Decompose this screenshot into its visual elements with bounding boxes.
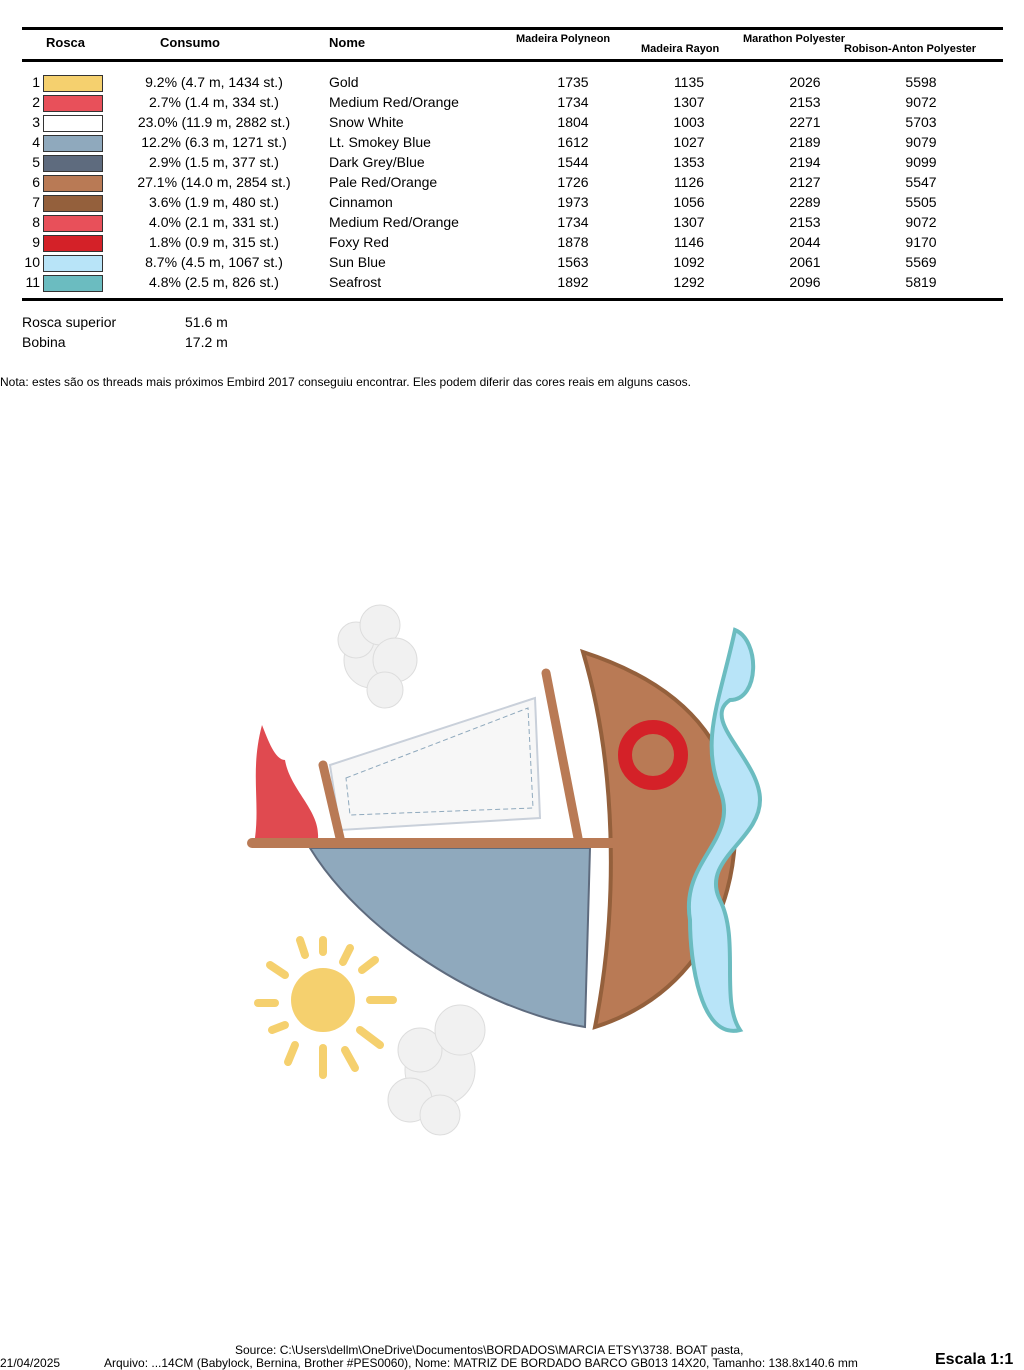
col-header-nome: Nome [329, 35, 366, 50]
table-row [0, 234, 1024, 254]
thread-consumption: 12.2% (6.3 m, 1271 st.) [141, 134, 287, 150]
thread-code: 9072 [905, 94, 937, 110]
color-swatch [43, 135, 103, 152]
table-row [0, 194, 1024, 214]
thread-code: 2189 [789, 134, 821, 150]
thread-consumption: 2.7% (1.4 m, 334 st.) [149, 94, 279, 110]
thread-name: Sun Blue [329, 254, 386, 270]
total-bobbin-value: 17.2 m [185, 334, 228, 350]
color-swatch [43, 115, 103, 132]
cloud-bottom [388, 1005, 485, 1135]
thread-code: 2026 [789, 74, 821, 90]
color-swatch [43, 75, 103, 92]
thread-code: 1056 [673, 194, 705, 210]
col-header-madeira-rayon: Madeira Rayon [641, 43, 720, 55]
thread-code: 5703 [905, 114, 937, 130]
white-sail [330, 698, 540, 830]
thread-code: 2061 [789, 254, 821, 270]
thread-code: 2271 [789, 114, 821, 130]
thread-code: 1027 [673, 134, 705, 150]
thread-consumption: 2.9% (1.5 m, 377 st.) [149, 154, 279, 170]
table-row [0, 74, 1024, 94]
thread-name: Cinnamon [329, 194, 393, 210]
thread-code: 2194 [789, 154, 821, 170]
cloud-top [338, 605, 417, 708]
footer-source: Source: C:\Users\dellm\OneDrive\Documentos\BORDADOS\MARCIA ETSY\3738. BOAT pasta, [235, 1343, 744, 1357]
thread-code: 5598 [905, 74, 937, 90]
thread-name: Gold [329, 74, 359, 90]
thread-index: 2 [32, 94, 40, 110]
thread-code: 1146 [673, 234, 705, 250]
table-row [0, 254, 1024, 274]
col-header-robison-anton: Robison-Anton Polyester [844, 43, 977, 55]
footer-file-info: Arquivo: ...14CM (Babylock, Bernina, Brother #PES0060), Nome: MATRIZ DE BORDADO BARCO GB013 14X20, Tamanho: 138.8x140.6 mm [104, 1356, 858, 1370]
thread-code: 5819 [905, 274, 937, 290]
header-rule [22, 59, 1003, 62]
thread-index: 4 [32, 134, 40, 150]
thread-code: 9072 [905, 214, 937, 230]
thread-name: Seafrost [329, 274, 382, 290]
color-swatch [43, 255, 103, 272]
thread-code: 1092 [673, 254, 705, 270]
thread-code: 1734 [557, 94, 589, 110]
thread-code: 2153 [789, 214, 821, 230]
total-bobbin-label: Bobina [22, 334, 66, 350]
thread-code: 1973 [557, 194, 589, 210]
thread-code: 2153 [789, 94, 821, 110]
thread-index: 11 [25, 274, 40, 290]
color-swatch [43, 235, 103, 252]
red-flag [255, 725, 318, 838]
thread-name: Lt. Smokey Blue [329, 134, 431, 150]
thread-consumption: 1.8% (0.9 m, 315 st.) [149, 234, 279, 250]
embroidery-design-preview [240, 595, 790, 1145]
thread-code: 5569 [905, 254, 937, 270]
total-top-thread-value: 51.6 m [185, 314, 228, 330]
thread-name: Medium Red/Orange [329, 94, 459, 110]
thread-code: 9099 [905, 154, 937, 170]
thread-code: 2096 [789, 274, 821, 290]
thread-consumption: 27.1% (14.0 m, 2854 st.) [137, 174, 291, 190]
thread-index: 1 [32, 74, 40, 90]
thread-code: 1878 [557, 234, 589, 250]
thread-consumption: 23.0% (11.9 m, 2882 st.) [137, 114, 291, 130]
thread-code: 1563 [557, 254, 589, 270]
thread-index: 7 [32, 194, 40, 210]
thread-code: 1353 [673, 154, 705, 170]
col-header-consumo: Consumo [160, 35, 220, 50]
thread-consumption: 9.2% (4.7 m, 1434 st.) [145, 74, 283, 90]
color-swatch [43, 95, 103, 112]
thread-code: 5505 [905, 194, 937, 210]
thread-code: 9079 [905, 134, 937, 150]
footer-date: 21/04/2025 [0, 1356, 61, 1370]
thread-code: 1307 [673, 214, 705, 230]
thread-name: Medium Red/Orange [329, 214, 459, 230]
sun [258, 940, 393, 1075]
table-row [0, 214, 1024, 234]
thread-code: 5547 [905, 174, 937, 190]
col-header-marathon-polyester: Marathon Polyester [743, 33, 846, 45]
thread-code: 1735 [557, 74, 589, 90]
thread-index: 5 [32, 154, 40, 170]
thread-index: 6 [32, 174, 40, 190]
thread-code: 2044 [789, 234, 821, 250]
table-row [0, 274, 1024, 294]
thread-index: 8 [32, 214, 40, 230]
thread-consumption: 4.0% (2.1 m, 331 st.) [149, 214, 279, 230]
note-text: Nota: estes são os threads mais próximos Embird 2017 conseguiu encontrar. Eles podem diferir das cores reais em alguns casos. [0, 375, 692, 389]
col-header-rosca: Rosca [46, 35, 86, 50]
thread-code: 2289 [789, 194, 821, 210]
total-top-thread-label: Rosca superior [22, 314, 117, 330]
thread-consumption: 3.6% (1.9 m, 480 st.) [149, 194, 279, 210]
thread-code: 1307 [673, 94, 705, 110]
footer-scale: Escala 1:1 [935, 1351, 1014, 1368]
thread-code: 1003 [673, 114, 705, 130]
thread-index: 10 [24, 254, 40, 270]
thread-code: 9170 [905, 234, 937, 250]
table-row [0, 94, 1024, 114]
thread-index: 9 [32, 234, 40, 250]
color-swatch [43, 275, 103, 292]
thread-code: 1726 [557, 174, 589, 190]
table-top-rule [22, 27, 1003, 30]
thread-code: 1892 [557, 274, 589, 290]
table-row [0, 114, 1024, 134]
thread-code: 1544 [557, 154, 589, 170]
thread-consumption: 8.7% (4.5 m, 1067 st.) [145, 254, 283, 270]
color-swatch [43, 155, 103, 172]
thread-name: Dark Grey/Blue [329, 154, 425, 170]
thread-code: 1734 [557, 214, 589, 230]
thread-code: 1804 [557, 114, 589, 130]
thread-code: 1126 [673, 174, 705, 190]
thread-name: Snow White [329, 114, 404, 130]
table-row [0, 174, 1024, 194]
thread-name: Foxy Red [329, 234, 389, 250]
color-swatch [43, 175, 103, 192]
thread-code: 2127 [789, 174, 821, 190]
thread-code: 1292 [673, 274, 705, 290]
thread-consumption: 4.8% (2.5 m, 826 st.) [149, 274, 279, 290]
thread-code: 1612 [557, 134, 589, 150]
col-header-madeira-polyneon: Madeira Polyneon [516, 33, 611, 45]
table-bottom-rule [22, 298, 1003, 301]
thread-name: Pale Red/Orange [329, 174, 438, 190]
color-swatch [43, 195, 103, 212]
table-row [0, 134, 1024, 154]
thread-code: 1135 [673, 74, 705, 90]
color-swatch [43, 215, 103, 232]
table-row [0, 154, 1024, 174]
thread-index: 3 [32, 114, 40, 130]
